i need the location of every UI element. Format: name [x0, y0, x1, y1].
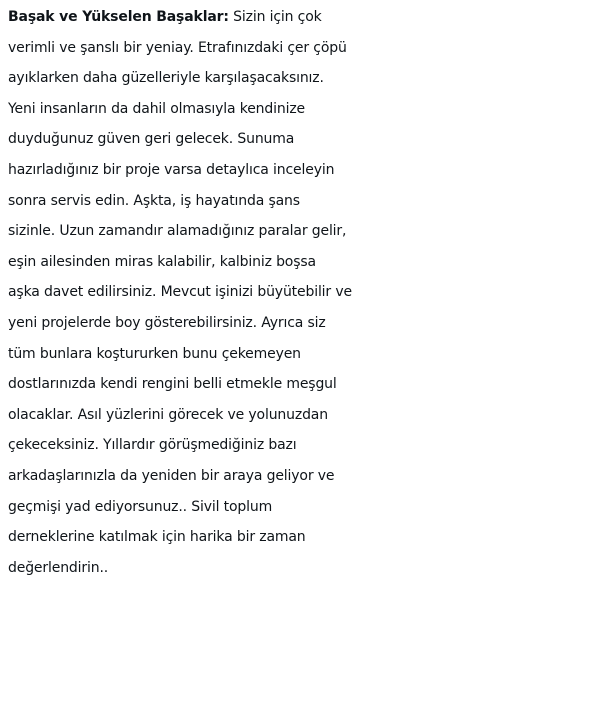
horoscope-post-text [8, 2, 598, 583]
post-line: ayıklarken daha güzelleriyle karşılaşacaksınız. [8, 70, 324, 87]
post-line: derneklerine katılmak için harika bir zaman [8, 529, 306, 546]
post-line: çekeceksiniz. Yıllardır görüşmediğiniz bazı [8, 437, 297, 454]
post-line: hazırladığınız bir proje varsa detaylıca inceleyin [8, 161, 335, 178]
post-line: eşin ailesinden miras kalabilir, kalbiniz boşsa [8, 253, 316, 270]
post-line: arkadaşlarınızla da yeniden bir araya geliyor ve [8, 467, 335, 484]
post-line: sizinle. Uzun zamandır alamadığınız paralar gelir, [8, 223, 347, 240]
post-line: sonra servis edin. Aşkta, iş hayatında şans [8, 192, 300, 209]
post-line: olacaklar. Asıl yüzlerini görecek ve yolunuzdan [8, 406, 328, 423]
post-line: dostlarınızda kendi rengini belli etmekle meşgul [8, 376, 337, 393]
post-line: değerlendirin.. [8, 559, 109, 576]
post-line: yeni projelerde boy gösterebilirsiniz. Ayrıca siz [8, 314, 326, 331]
sign-title: Başak ve Yükselen Başaklar: [8, 9, 229, 25]
first-line-text: Sizin için çok [228, 9, 322, 25]
post-line: duyduğunuz güven geri gelecek. Sunuma [8, 131, 295, 148]
post-line-1 [8, 2, 598, 33]
post-line: Yeni insanların da dahil olmasıyla kendinize [8, 100, 306, 117]
post-line: geçmişi yad ediyorsunuz.. Sivil toplum [8, 498, 273, 515]
post-line: verimli ve şanslı bir yeniay. Etrafınızdaki çer çöpü [8, 39, 347, 56]
post-line: aşka davet edilirsiniz. Mevcut işinizi büyütebilir ve [8, 284, 352, 301]
post-line: tüm bunlara koştururken bunu çekemeyen [8, 345, 301, 362]
